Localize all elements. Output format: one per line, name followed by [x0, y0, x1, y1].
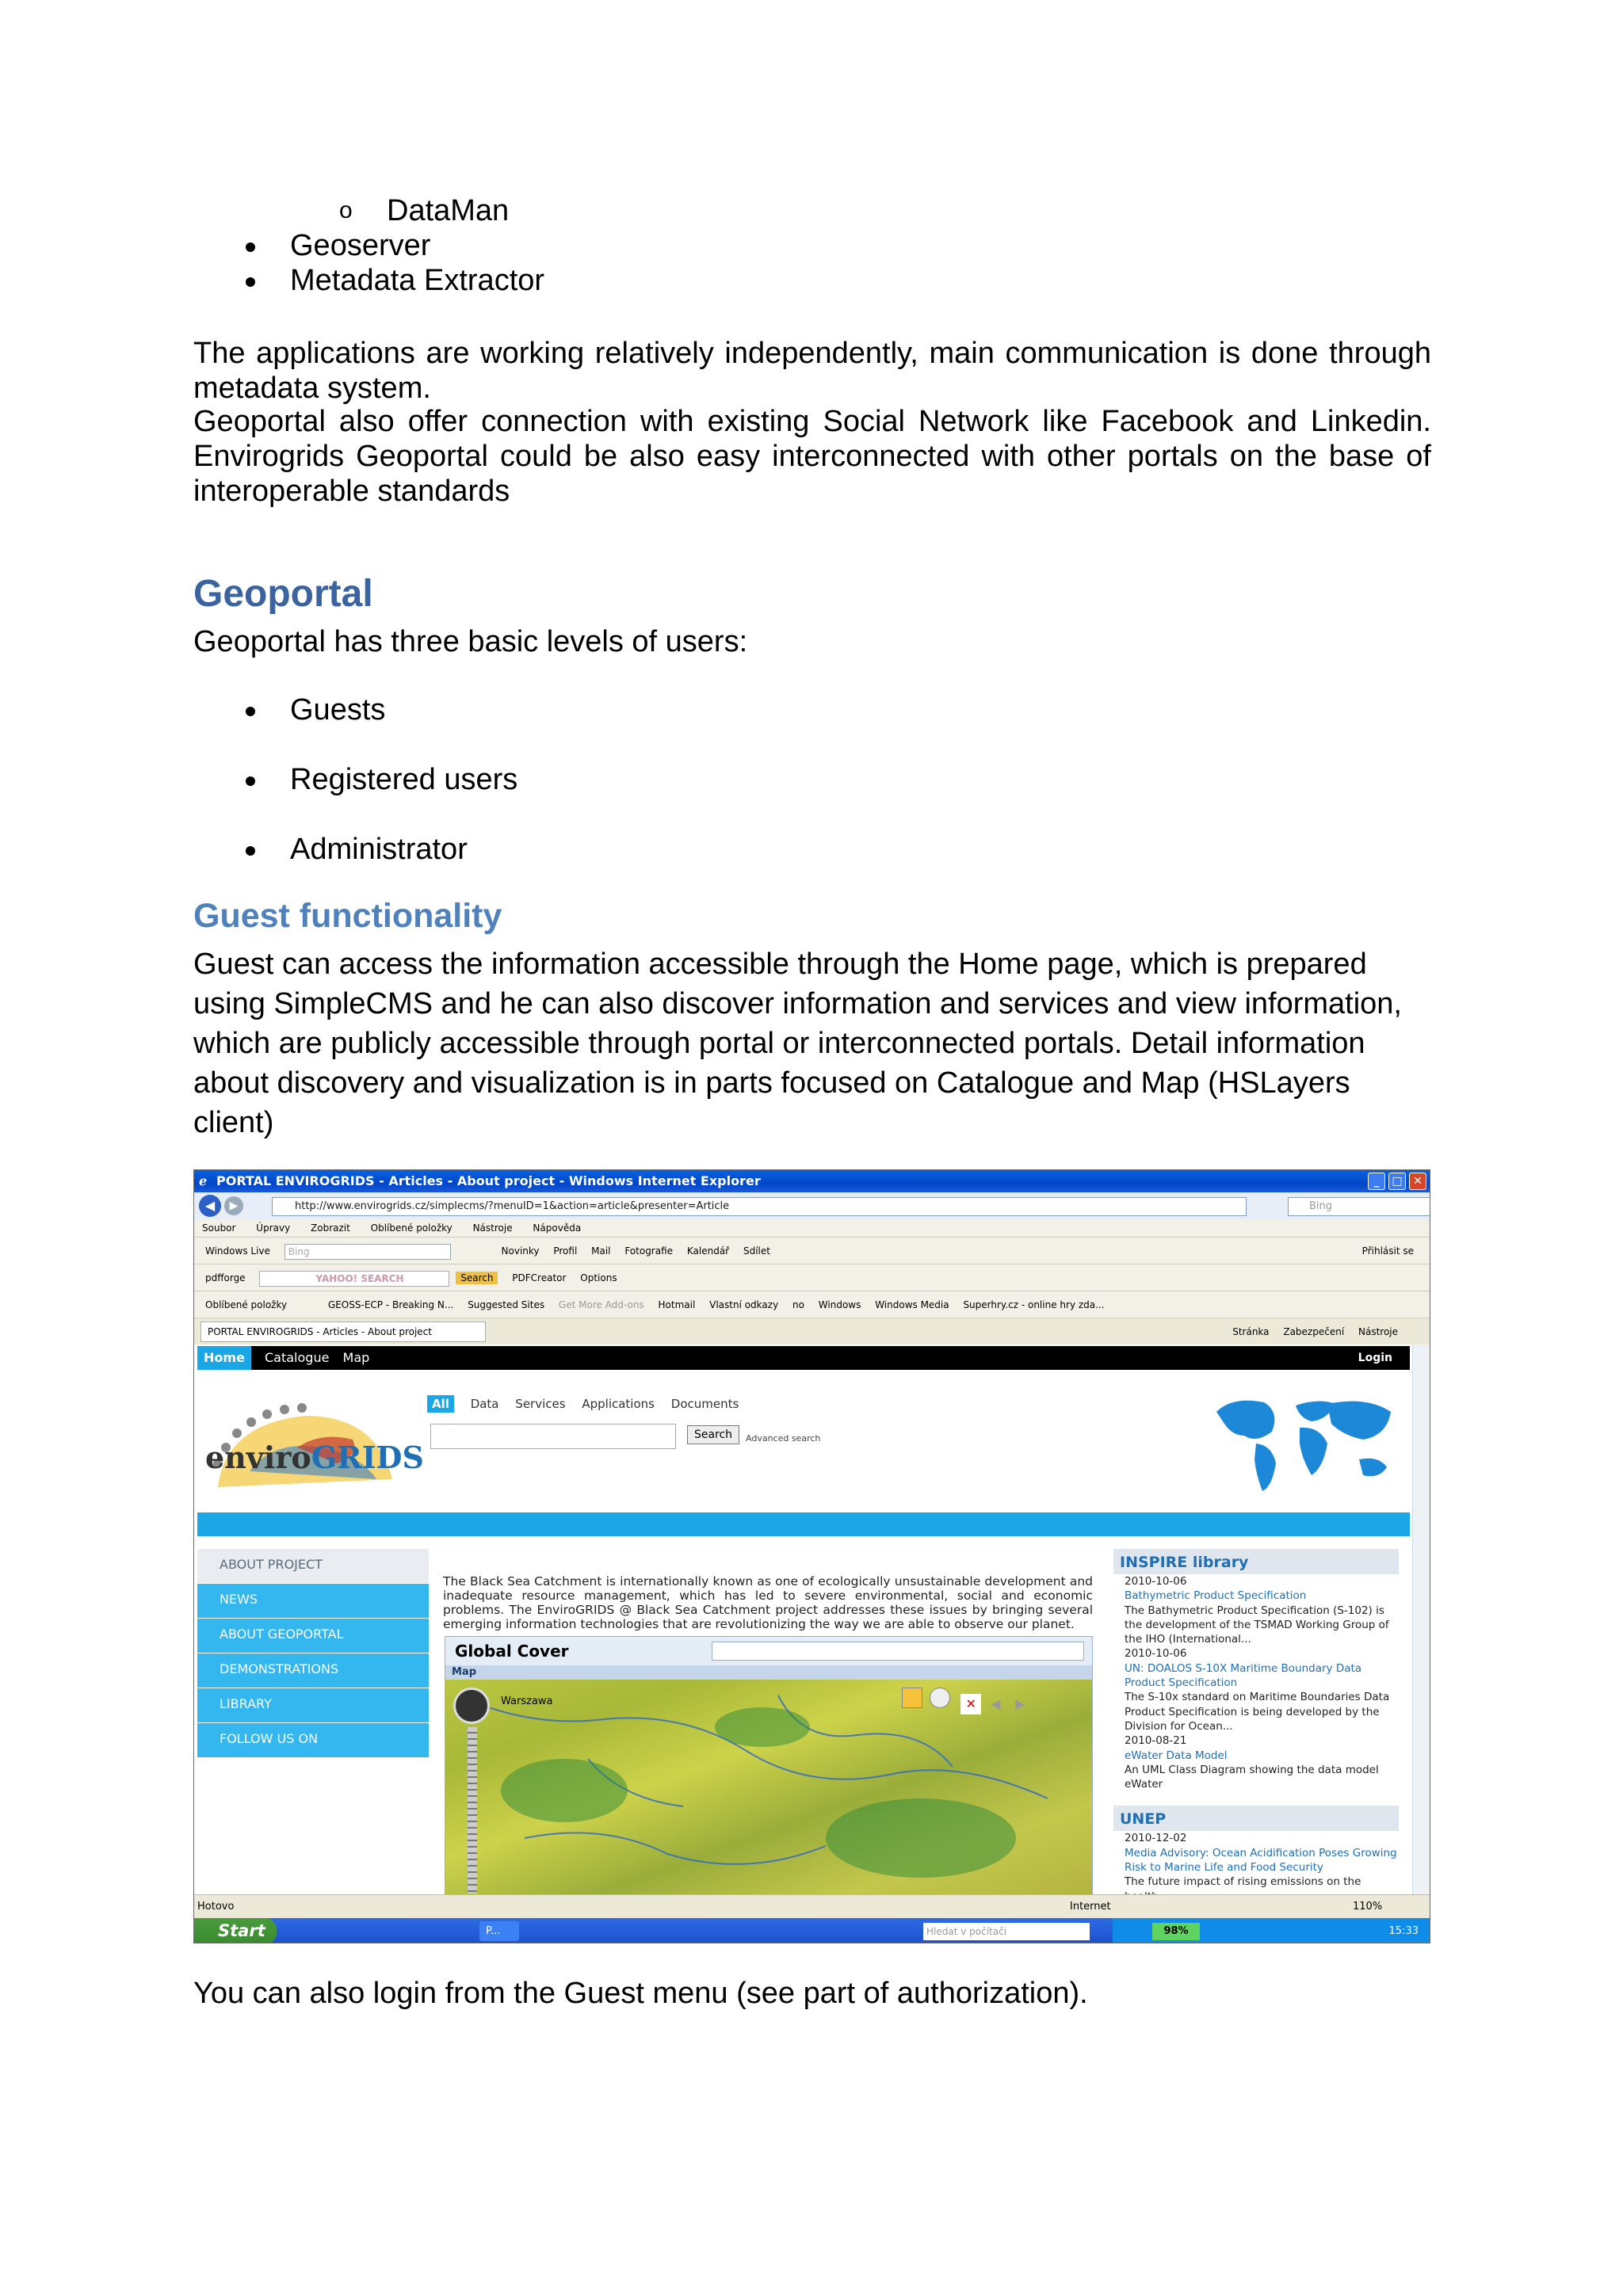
security-menu[interactable]: Zabezpečení	[1283, 1326, 1345, 1337]
intro-paragraph-1: The applications are working relatively independently, main communication is done through metadata system.	[193, 337, 1431, 405]
fav-1[interactable]: GEOSS-ECP - Breaking N...	[327, 1299, 454, 1310]
status-text: Hotovo	[197, 1901, 235, 1913]
nav-catalogue[interactable]: Catalogue	[265, 1350, 330, 1365]
toolbar-calendar[interactable]: Kalendář	[686, 1245, 730, 1257]
address-bar	[194, 1192, 1430, 1219]
pdfcreator-button[interactable]: PDFCreator	[512, 1272, 567, 1283]
windows-live-label[interactable]: Windows Live	[205, 1245, 270, 1257]
sidebar-about-project[interactable]: ABOUT PROJECT	[197, 1549, 429, 1584]
fav-5[interactable]: Vlastní odkazy	[709, 1299, 779, 1310]
unep-link-0[interactable]: Media Advisory: Ocean Acidification Poses Growing Risk to Marine Life and Food Security	[1125, 1846, 1397, 1875]
page-menu[interactable]: Stránka	[1232, 1326, 1270, 1337]
bullet	[246, 707, 255, 716]
options-button[interactable]: Options	[580, 1272, 617, 1283]
taskbar-item[interactable]: P...	[479, 1921, 519, 1941]
fav-9[interactable]: Superhry.cz - online hry zda...	[963, 1299, 1105, 1310]
system-tray	[1113, 1918, 1430, 1943]
web-page	[194, 1344, 1430, 1894]
bullet	[246, 776, 255, 786]
inspire-date-1: 2010-10-06	[1125, 1647, 1187, 1661]
menu-view[interactable]: Zobrazit	[311, 1222, 350, 1234]
login-link[interactable]: Login	[1358, 1352, 1392, 1364]
address-input[interactable]: http://www.envirogrids.cz/simplecms/?menuID=1&action=article&presenter=Article	[272, 1197, 1247, 1216]
inspire-desc-1: The S-10x standard on Maritime Boundaries Data Product Specification is being developed by the Division for Ocean...	[1125, 1691, 1390, 1733]
menu-tools[interactable]: Nástroje	[472, 1222, 513, 1234]
user-level-registered: Registered users	[290, 763, 518, 796]
toolbar-news[interactable]: Novinky	[501, 1245, 540, 1257]
logo-text-grids: GRIDS	[311, 1440, 424, 1475]
advanced-search-link[interactable]: Advanced search	[746, 1433, 821, 1444]
inspire-desc-2: An UML Class Diagram showing the data model eWater	[1125, 1763, 1379, 1791]
taskbar	[194, 1918, 1430, 1943]
fav-8[interactable]: Windows Media	[875, 1299, 949, 1310]
status-bar	[194, 1894, 1430, 1918]
search-tabs	[427, 1397, 751, 1411]
fav-7[interactable]: Windows	[818, 1299, 861, 1310]
bing-search-box[interactable]: Bing	[285, 1244, 451, 1260]
map-search-input[interactable]	[712, 1642, 1084, 1661]
guest-paragraph: Guest can access the information accessible through the Home page, which is prepared using SimpleCMS and he can also discover information and services and view information, which are publicly accessible through portal or interconnected portals. Detail information about discovery and visualization is in parts focused on Catalogue and Map (HSLayers client)	[193, 948, 1402, 1139]
back-icon[interactable]: ◀	[199, 1195, 221, 1217]
menu-bar	[194, 1219, 1430, 1237]
pdfforge-label[interactable]: pdfforge	[205, 1272, 246, 1283]
forward-icon[interactable]: ▶	[224, 1196, 243, 1215]
inspire-link-0[interactable]: Bathymetric Product Specification	[1125, 1589, 1307, 1603]
geoportal-heading: Geoportal	[193, 573, 373, 615]
map-title: Global Cover	[455, 1642, 569, 1661]
browser-title-bar	[194, 1170, 1430, 1192]
sidebar-follow-us[interactable]: FOLLOW US ON	[197, 1723, 429, 1758]
toolbar-photos[interactable]: Fotografie	[624, 1245, 674, 1257]
info-tool-icon[interactable]	[930, 1688, 950, 1708]
sub-bullet: o	[339, 197, 353, 223]
pan-tool-icon[interactable]	[902, 1688, 922, 1708]
user-level-guests: Guests	[290, 693, 386, 727]
fav-0[interactable]: Oblíbené položky	[205, 1299, 288, 1310]
zone-label: Internet	[1070, 1901, 1111, 1913]
fav-6[interactable]: no	[792, 1299, 804, 1310]
tab-bar	[194, 1318, 1430, 1344]
logo-text-enviro: enviro	[205, 1440, 311, 1475]
inspire-date-2: 2010-08-21	[1125, 1734, 1187, 1748]
list-item-geoserver: Geoserver	[290, 229, 431, 262]
unep-desc-0: The future impact of rising emissions on the	[1125, 1875, 1361, 1889]
sidebar-about-geoportal[interactable]: ABOUT GEOPORTAL	[197, 1619, 429, 1653]
menu-help[interactable]: Nápověda	[533, 1222, 582, 1234]
start-button[interactable]: Start	[194, 1918, 277, 1943]
yahoo-search-button[interactable]: Search	[456, 1272, 498, 1284]
inspire-link-1[interactable]: UN: DOALOS S-10X Maritime Boundary Data Product Specification	[1125, 1661, 1362, 1690]
intro-paragraph-2: Geoportal also offer connection with existing Social Network like Facebook and Linkedin. Envirogrids Geoportal could be also easy interconnected with other portals on the base of interoperable standards	[193, 405, 1431, 508]
sidebar-library[interactable]: LIBRARY	[197, 1688, 429, 1723]
fav-4[interactable]: Hotmail	[658, 1299, 696, 1310]
search-tab-data[interactable]: Data	[470, 1397, 499, 1411]
battery-indicator: 98%	[1152, 1923, 1200, 1940]
fav-3[interactable]: Get More Add-ons	[558, 1299, 644, 1310]
search-tab-all[interactable]: All	[427, 1395, 454, 1413]
map-place-label: Warszawa	[501, 1695, 553, 1707]
geoportal-intro: Geoportal has three basic levels of users:	[193, 625, 748, 658]
windows-live-toolbar	[194, 1237, 1430, 1264]
site-search-input[interactable]	[430, 1424, 676, 1449]
bullet	[246, 242, 255, 252]
map-canvas[interactable]	[445, 1680, 1092, 1895]
main-article-text: The Black Sea Catchment is internationally known as one of ecologically unsustainable development and inadequate resource management, which has led to severe environmental, social and economic problems. The EnviroGRIDS @ Black Sea Catchment project addresses these issues by bringing several emerging information technologies that are revolutionizing the way we are able to observe our planet.	[443, 1574, 1093, 1631]
search-tab-applications[interactable]: Applications	[582, 1397, 655, 1411]
clear-tool-icon[interactable]: ✕	[960, 1694, 981, 1714]
close-button[interactable]: ✕	[1409, 1173, 1426, 1190]
menu-favorites[interactable]: Oblíbené položky	[370, 1222, 453, 1234]
pdfforge-toolbar	[194, 1264, 1430, 1291]
inspire-link-2[interactable]: eWater Data Model	[1125, 1749, 1228, 1762]
map-zoom-slider[interactable]	[468, 1727, 477, 1894]
guest-functionality-heading: Guest functionality	[193, 897, 502, 935]
clock: 15:33	[1388, 1925, 1419, 1937]
bullet	[246, 846, 255, 856]
logo-wordmark	[205, 1440, 424, 1475]
menu-file[interactable]: Soubor	[202, 1222, 236, 1234]
map-panel	[445, 1636, 1093, 1894]
tab-tools	[1221, 1318, 1398, 1345]
search-input[interactable]: Bing	[1288, 1197, 1430, 1216]
taskbar-search[interactable]: Hledat v počítači	[923, 1923, 1090, 1940]
next-extent-icon[interactable]: ▶	[1015, 1696, 1025, 1711]
yahoo-search-box[interactable]: YAHOO! SEARCH	[259, 1271, 449, 1287]
header-divider	[197, 1512, 1410, 1536]
page-scrollbar[interactable]	[1412, 1344, 1430, 1894]
unep-heading: UNEP	[1113, 1806, 1399, 1831]
zoom-level[interactable]: 110%	[1353, 1901, 1383, 1913]
search-tab-services[interactable]: Services	[515, 1397, 566, 1411]
window-title: PORTAL ENVIROGRIDS - Articles - About project - Windows Internet Explorer	[216, 1173, 761, 1188]
favorites-bar	[194, 1291, 1430, 1318]
search-tab-documents[interactable]: Documents	[670, 1397, 739, 1411]
menu-edit[interactable]: Úpravy	[256, 1222, 291, 1234]
toolbar-share[interactable]: Sdílet	[743, 1245, 770, 1257]
toolbar-profile[interactable]: Profil	[553, 1245, 578, 1257]
fav-2[interactable]: Suggested Sites	[468, 1299, 545, 1310]
browser-tab[interactable]: PORTAL ENVIROGRIDS - Articles - About project	[200, 1322, 486, 1342]
bullet	[246, 277, 255, 287]
map-pan-control-icon[interactable]	[453, 1688, 490, 1724]
toolbar-signin[interactable]: Přihlásit se	[1361, 1245, 1414, 1257]
sidebar-news[interactable]: NEWS	[197, 1584, 429, 1619]
nav-home[interactable]: Home	[197, 1346, 251, 1370]
tools-menu[interactable]: Nástroje	[1358, 1326, 1398, 1337]
inspire-library-heading: INSPIRE library	[1113, 1549, 1399, 1574]
nav-map[interactable]: Map	[342, 1350, 370, 1365]
map-tab[interactable]: Map	[445, 1665, 1092, 1680]
ie-icon: ℯ	[199, 1173, 208, 1188]
world-map-icon	[1209, 1388, 1399, 1499]
browser-screenshot	[193, 1169, 1430, 1943]
sidebar	[197, 1549, 429, 1758]
closing-paragraph: You can also login from the Guest menu (see part of authorization).	[193, 1977, 1088, 2010]
unep-date-0: 2010-12-02	[1125, 1832, 1187, 1845]
prev-extent-icon[interactable]: ◀	[991, 1696, 1001, 1711]
list-item-metadata-extractor: Metadata Extractor	[290, 264, 545, 297]
map-panel-title	[445, 1637, 1092, 1665]
map-tool-buttons	[902, 1688, 1030, 1714]
site-nav	[197, 1346, 1410, 1370]
minimize-button[interactable]: _	[1368, 1173, 1385, 1190]
right-column	[1113, 1549, 1399, 1904]
user-level-administrator: Administrator	[290, 833, 468, 866]
inspire-date-0: 2010-10-06	[1125, 1575, 1187, 1588]
site-search-button[interactable]: Search	[687, 1425, 739, 1444]
sidebar-demonstrations[interactable]: DEMONSTRATIONS	[197, 1653, 429, 1688]
list-item-dataman: DataMan	[387, 194, 510, 227]
inspire-desc-0: The Bathymetric Product Specification (S-102) is the development of the TSMAD Working Group of the IHO (International...	[1125, 1604, 1389, 1646]
toolbar-mail[interactable]: Mail	[591, 1245, 611, 1257]
maximize-button[interactable]: □	[1388, 1173, 1406, 1190]
